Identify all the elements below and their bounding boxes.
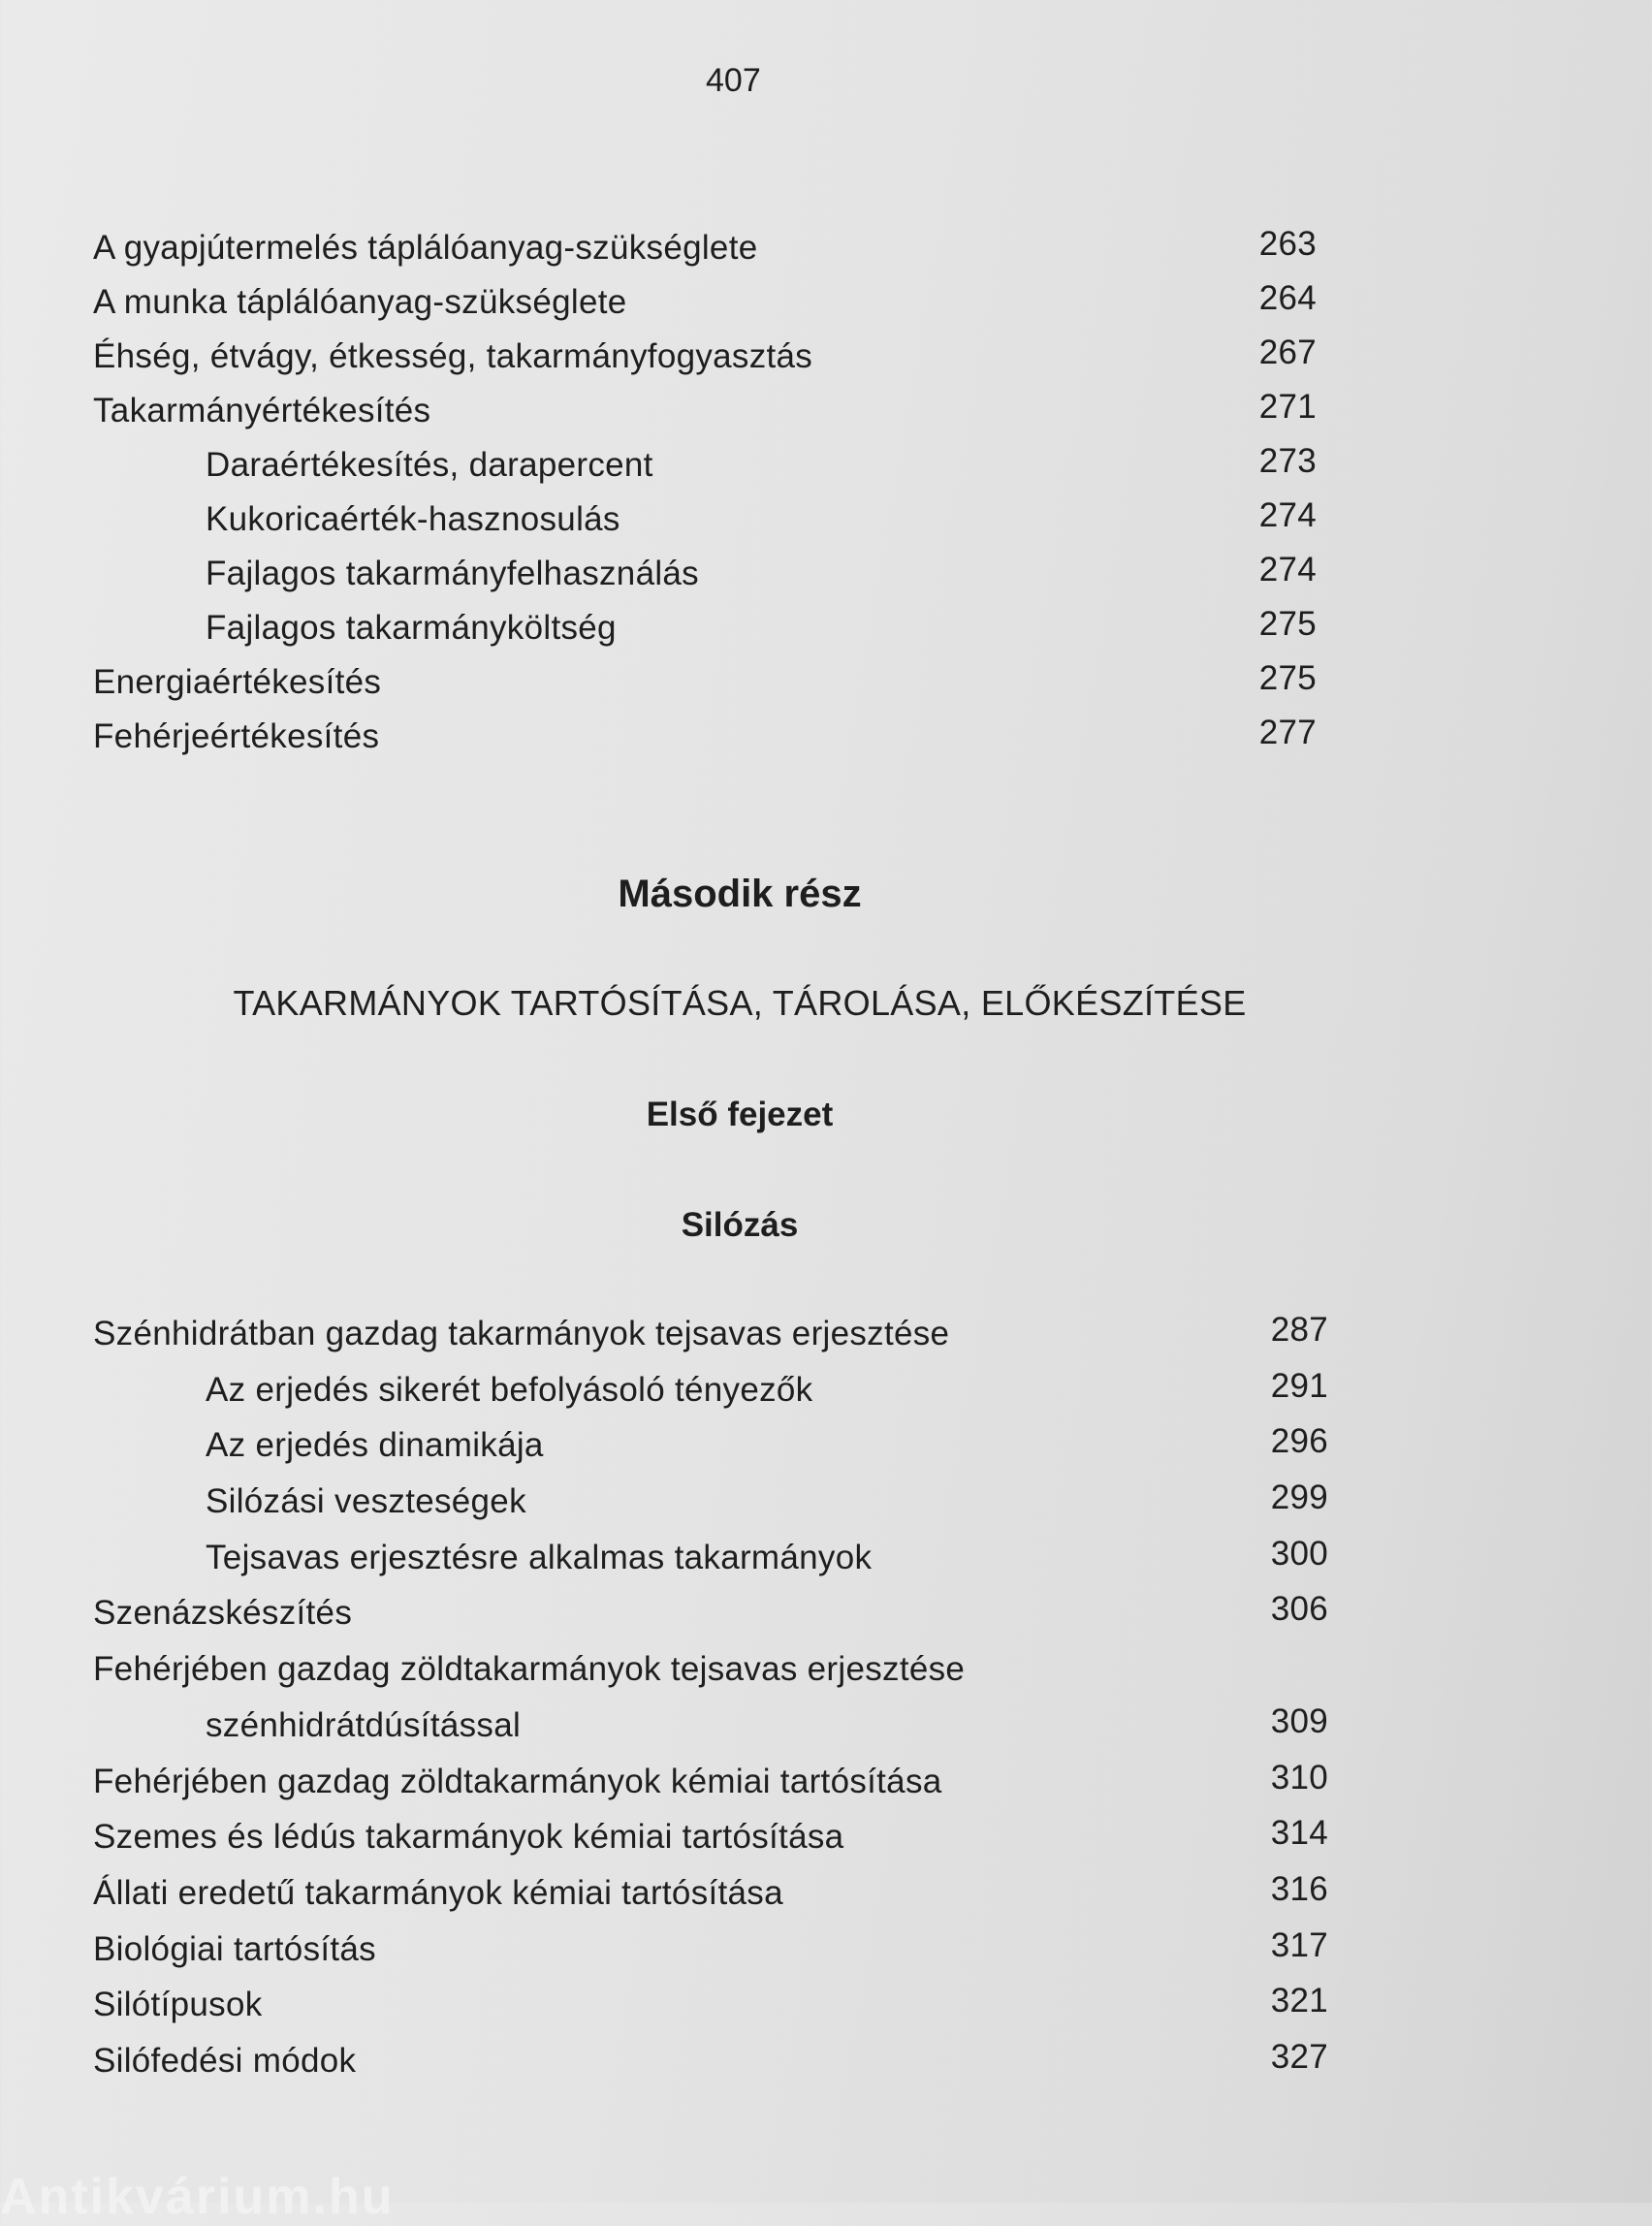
toc-subentry	[93, 1475, 1328, 1531]
toc-entry-page: 321	[1270, 1982, 1328, 2020]
toc-entry-title: Szemes és lédús takarmányok kémiai tartósítása	[93, 1818, 844, 1857]
toc-entry	[93, 710, 1317, 764]
toc-entry-title: Tejsavas erjesztésre alkalmas takarmányok	[206, 1538, 873, 1576]
toc-entry-title: Az erjedés dinamikája	[206, 1426, 544, 1465]
toc-entry-page: 296	[1270, 1422, 1328, 1461]
toc-entry	[93, 1307, 1328, 1363]
toc-entry-page: 263	[1258, 225, 1317, 263]
toc-entry-title: Az erjedés sikerét befolyásoló tényezők	[206, 1370, 813, 1409]
toc-entry-title: Fajlagos takarmányfelhasználás	[206, 555, 699, 592]
table-of-contents-part1	[93, 221, 1317, 764]
toc-subentry	[93, 1531, 1328, 1587]
toc-entry-page: 275	[1258, 659, 1317, 697]
toc-subentry	[93, 1418, 1328, 1475]
toc-entry-page: 314	[1270, 1814, 1328, 1853]
section-title: TAKARMÁNYOK TARTÓSÍTÁSA, TÁROLÁSA, ELŐKÉSZÍTÉSE	[233, 983, 1247, 1023]
toc-entry	[93, 275, 1317, 330]
chapter-title: Silózás	[681, 1206, 799, 1244]
toc-entry-title: Biológiai tartósítás	[93, 1929, 376, 1968]
toc-entry	[93, 330, 1317, 384]
toc-entry	[93, 1755, 1328, 1811]
toc-entry-page: 275	[1258, 605, 1317, 643]
toc-entry	[93, 1923, 1328, 1979]
part-title: Második rész	[618, 873, 862, 915]
toc-entry-title: Szenázskészítés	[93, 1594, 353, 1633]
toc-entry-page: 274	[1258, 496, 1317, 534]
toc-entry	[93, 384, 1317, 438]
toc-entry-page: 306	[1270, 1590, 1328, 1629]
toc-entry-title: Daraértékesítés, darapercent	[206, 446, 653, 484]
toc-entry-page: 299	[1270, 1479, 1328, 1517]
watermark: Antikvárium.hu	[0, 2169, 395, 2225]
toc-entry	[93, 1978, 1328, 2034]
toc-entry-page: 327	[1270, 2037, 1328, 2076]
toc-entry	[93, 2034, 1328, 2090]
toc-subentry	[93, 438, 1317, 493]
toc-entry-title: Fajlagos takarmányköltség	[206, 609, 617, 647]
toc-subentry	[93, 1363, 1328, 1419]
chapter-label: Első fejezet	[646, 1096, 834, 1133]
toc-entry	[93, 221, 1317, 275]
toc-entry	[93, 655, 1317, 710]
toc-entry-page: 291	[1270, 1366, 1328, 1405]
toc-entry	[93, 1866, 1328, 1923]
toc-entry-title: Fehérjeértékesítés	[93, 717, 380, 755]
table-of-contents-part2	[93, 1307, 1328, 2090]
toc-entry-page: 274	[1258, 551, 1317, 588]
toc-subentry	[93, 601, 1317, 655]
toc-entry-page: 309	[1270, 1701, 1328, 1740]
toc-entry	[93, 1586, 1328, 1642]
toc-subentry	[93, 493, 1317, 547]
page-number: 407	[706, 62, 761, 99]
toc-entry-title: Szénhidrátban gazdag takarmányok tejsavas erjesztése	[93, 1315, 950, 1352]
toc-entry-title: Takarmányértékesítés	[93, 392, 431, 429]
toc-entry-title: Fehérjében gazdag zöldtakarmányok kémiai tartósítása	[93, 1762, 942, 1800]
toc-entry-title: Silótípusok	[93, 1986, 263, 2024]
toc-entry-title: A munka táplálóanyag-szükséglete	[93, 283, 627, 321]
toc-entry	[93, 1642, 1328, 1699]
toc-entry	[93, 1810, 1328, 1866]
toc-entry-title: Éhség, étvágy, étkesség, takarmányfogyasztás	[93, 337, 813, 375]
toc-subentry	[93, 547, 1317, 601]
toc-entry-title: szénhidrátdúsítással	[206, 1705, 522, 1744]
toc-entry-page: 316	[1270, 1869, 1328, 1908]
toc-entry-page: 317	[1270, 1925, 1328, 1964]
toc-entry-continuation	[93, 1699, 1328, 1755]
toc-entry-page: 271	[1258, 388, 1317, 426]
toc-entry-title: A gyapjútermelés táplálóanyag-szükséglete	[93, 229, 758, 267]
toc-entry-title: Silófedési módok	[93, 2041, 357, 2080]
toc-entry-page: 267	[1258, 334, 1317, 371]
toc-entry-title: Energiaértékesítés	[93, 663, 382, 701]
toc-entry-page: 264	[1258, 279, 1317, 317]
toc-entry-page: 300	[1270, 1534, 1328, 1573]
toc-entry-page: 273	[1258, 442, 1317, 480]
toc-entry-title: Kukoricaérték-hasznosulás	[206, 500, 620, 538]
toc-entry-page: 277	[1258, 714, 1317, 751]
toc-entry-title: Silózási veszteségek	[206, 1482, 526, 1521]
toc-entry-title: Állati eredetű takarmányok kémiai tartósítása	[93, 1873, 783, 1912]
toc-entry-title: Fehérjében gazdag zöldtakarmányok tejsavas erjesztése	[93, 1650, 966, 1689]
toc-entry-page: 287	[1270, 1311, 1328, 1349]
toc-entry-page: 310	[1270, 1758, 1328, 1797]
